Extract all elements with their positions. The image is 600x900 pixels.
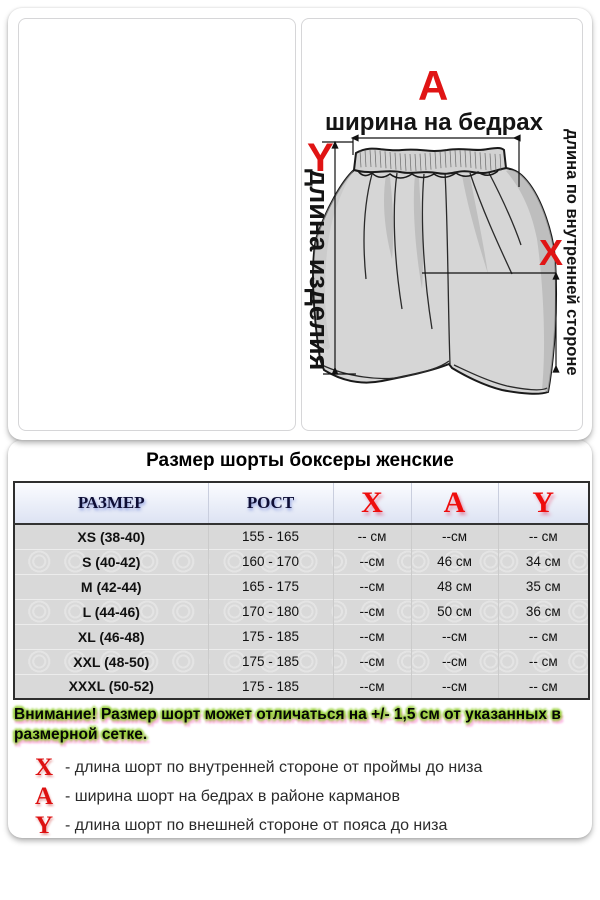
table-cell-rost: 160 - 170 — [208, 549, 333, 574]
table-cell-x: --см — [333, 674, 411, 699]
table-cell-rost: 165 - 175 — [208, 574, 333, 599]
table-cell-size: L (44-46) — [14, 599, 208, 624]
legend-text: - ширина шорт на бедрах в районе карманов — [65, 787, 400, 805]
diagram-label-inner-length: длина по внутренней стороне — [563, 129, 581, 376]
header-rost: РОСТ — [208, 482, 333, 524]
table-cell-x: -- см — [333, 524, 411, 549]
table-cell-rost: 175 - 185 — [208, 674, 333, 699]
legend-item — [35, 753, 592, 782]
table-cell-rost: 175 - 185 — [208, 624, 333, 649]
size-table-card — [8, 440, 592, 838]
legend-letter: X — [35, 754, 54, 781]
diagram-label-item-length: длина изделия — [304, 169, 334, 371]
table-cell-a: --см — [411, 649, 498, 674]
table-row — [14, 524, 589, 549]
table-cell-rost: 170 - 180 — [208, 599, 333, 624]
table-cell-y: 36 см — [498, 599, 589, 624]
legend-letter: A — [35, 783, 54, 810]
table-cell-x: --см — [333, 624, 411, 649]
table-cell-y: 35 см — [498, 574, 589, 599]
diagram-label-hip-width: ширина на бедрах — [325, 109, 543, 136]
table-cell-y: -- см — [498, 649, 589, 674]
table-cell-size: XXL (48-50) — [14, 649, 208, 674]
header-x: X — [333, 482, 411, 524]
attention-note: Внимание! Размер шорт может отличаться на +/- 1,5 см от указанных в размерной сетке. — [14, 706, 561, 743]
table-cell-y: 34 см — [498, 549, 589, 574]
table-cell-a: 50 см — [411, 599, 498, 624]
table-cell-rost: 155 - 165 — [208, 524, 333, 549]
size-table-body — [14, 524, 589, 699]
size-table — [13, 481, 590, 700]
product-photo-placeholder — [18, 18, 296, 431]
table-cell-x: --см — [333, 574, 411, 599]
legend-text: - длина шорт по внешней стороне от пояса до низа — [65, 816, 448, 834]
legend-letter: Y — [35, 812, 54, 839]
table-row — [14, 599, 589, 624]
table-cell-y: -- см — [498, 624, 589, 649]
header-y: Y — [498, 482, 589, 524]
table-row — [14, 549, 589, 574]
table-cell-a: 48 см — [411, 574, 498, 599]
table-cell-x: --см — [333, 599, 411, 624]
table-cell-size: S (40-42) — [14, 549, 208, 574]
table-row — [14, 649, 589, 674]
legend-item — [35, 811, 592, 840]
table-cell-a: 46 см — [411, 549, 498, 574]
measurement-legend — [35, 753, 592, 840]
measurement-diagram-panel — [301, 18, 583, 431]
table-row — [14, 574, 589, 599]
table-row — [14, 674, 589, 699]
table-cell-a: --см — [411, 674, 498, 699]
table-cell-y: -- см — [498, 674, 589, 699]
table-cell-size: XS (38-40) — [14, 524, 208, 549]
table-cell-size: XXXL (50-52) — [14, 674, 208, 699]
legend-item — [35, 782, 592, 811]
table-cell-y: -- см — [498, 524, 589, 549]
diagram-letter-a: A — [418, 62, 449, 109]
table-row — [14, 624, 589, 649]
header-a: A — [411, 482, 498, 524]
header-size: РАЗМЕР — [14, 482, 208, 524]
image-card — [8, 8, 592, 440]
table-cell-rost: 175 - 185 — [208, 649, 333, 674]
table-cell-size: M (42-44) — [14, 574, 208, 599]
size-table-header — [14, 482, 589, 524]
legend-text: - длина шорт по внутренней стороне от проймы до низа — [65, 758, 483, 776]
table-cell-x: --см — [333, 649, 411, 674]
diagram-letter-y: Y — [307, 136, 334, 180]
table-cell-a: --см — [411, 624, 498, 649]
diagram-letter-x: X — [539, 232, 564, 273]
table-cell-x: --см — [333, 549, 411, 574]
table-cell-a: --см — [411, 524, 498, 549]
page-title: Размер шорты боксеры женские — [146, 450, 454, 471]
table-cell-size: XL (46-48) — [14, 624, 208, 649]
